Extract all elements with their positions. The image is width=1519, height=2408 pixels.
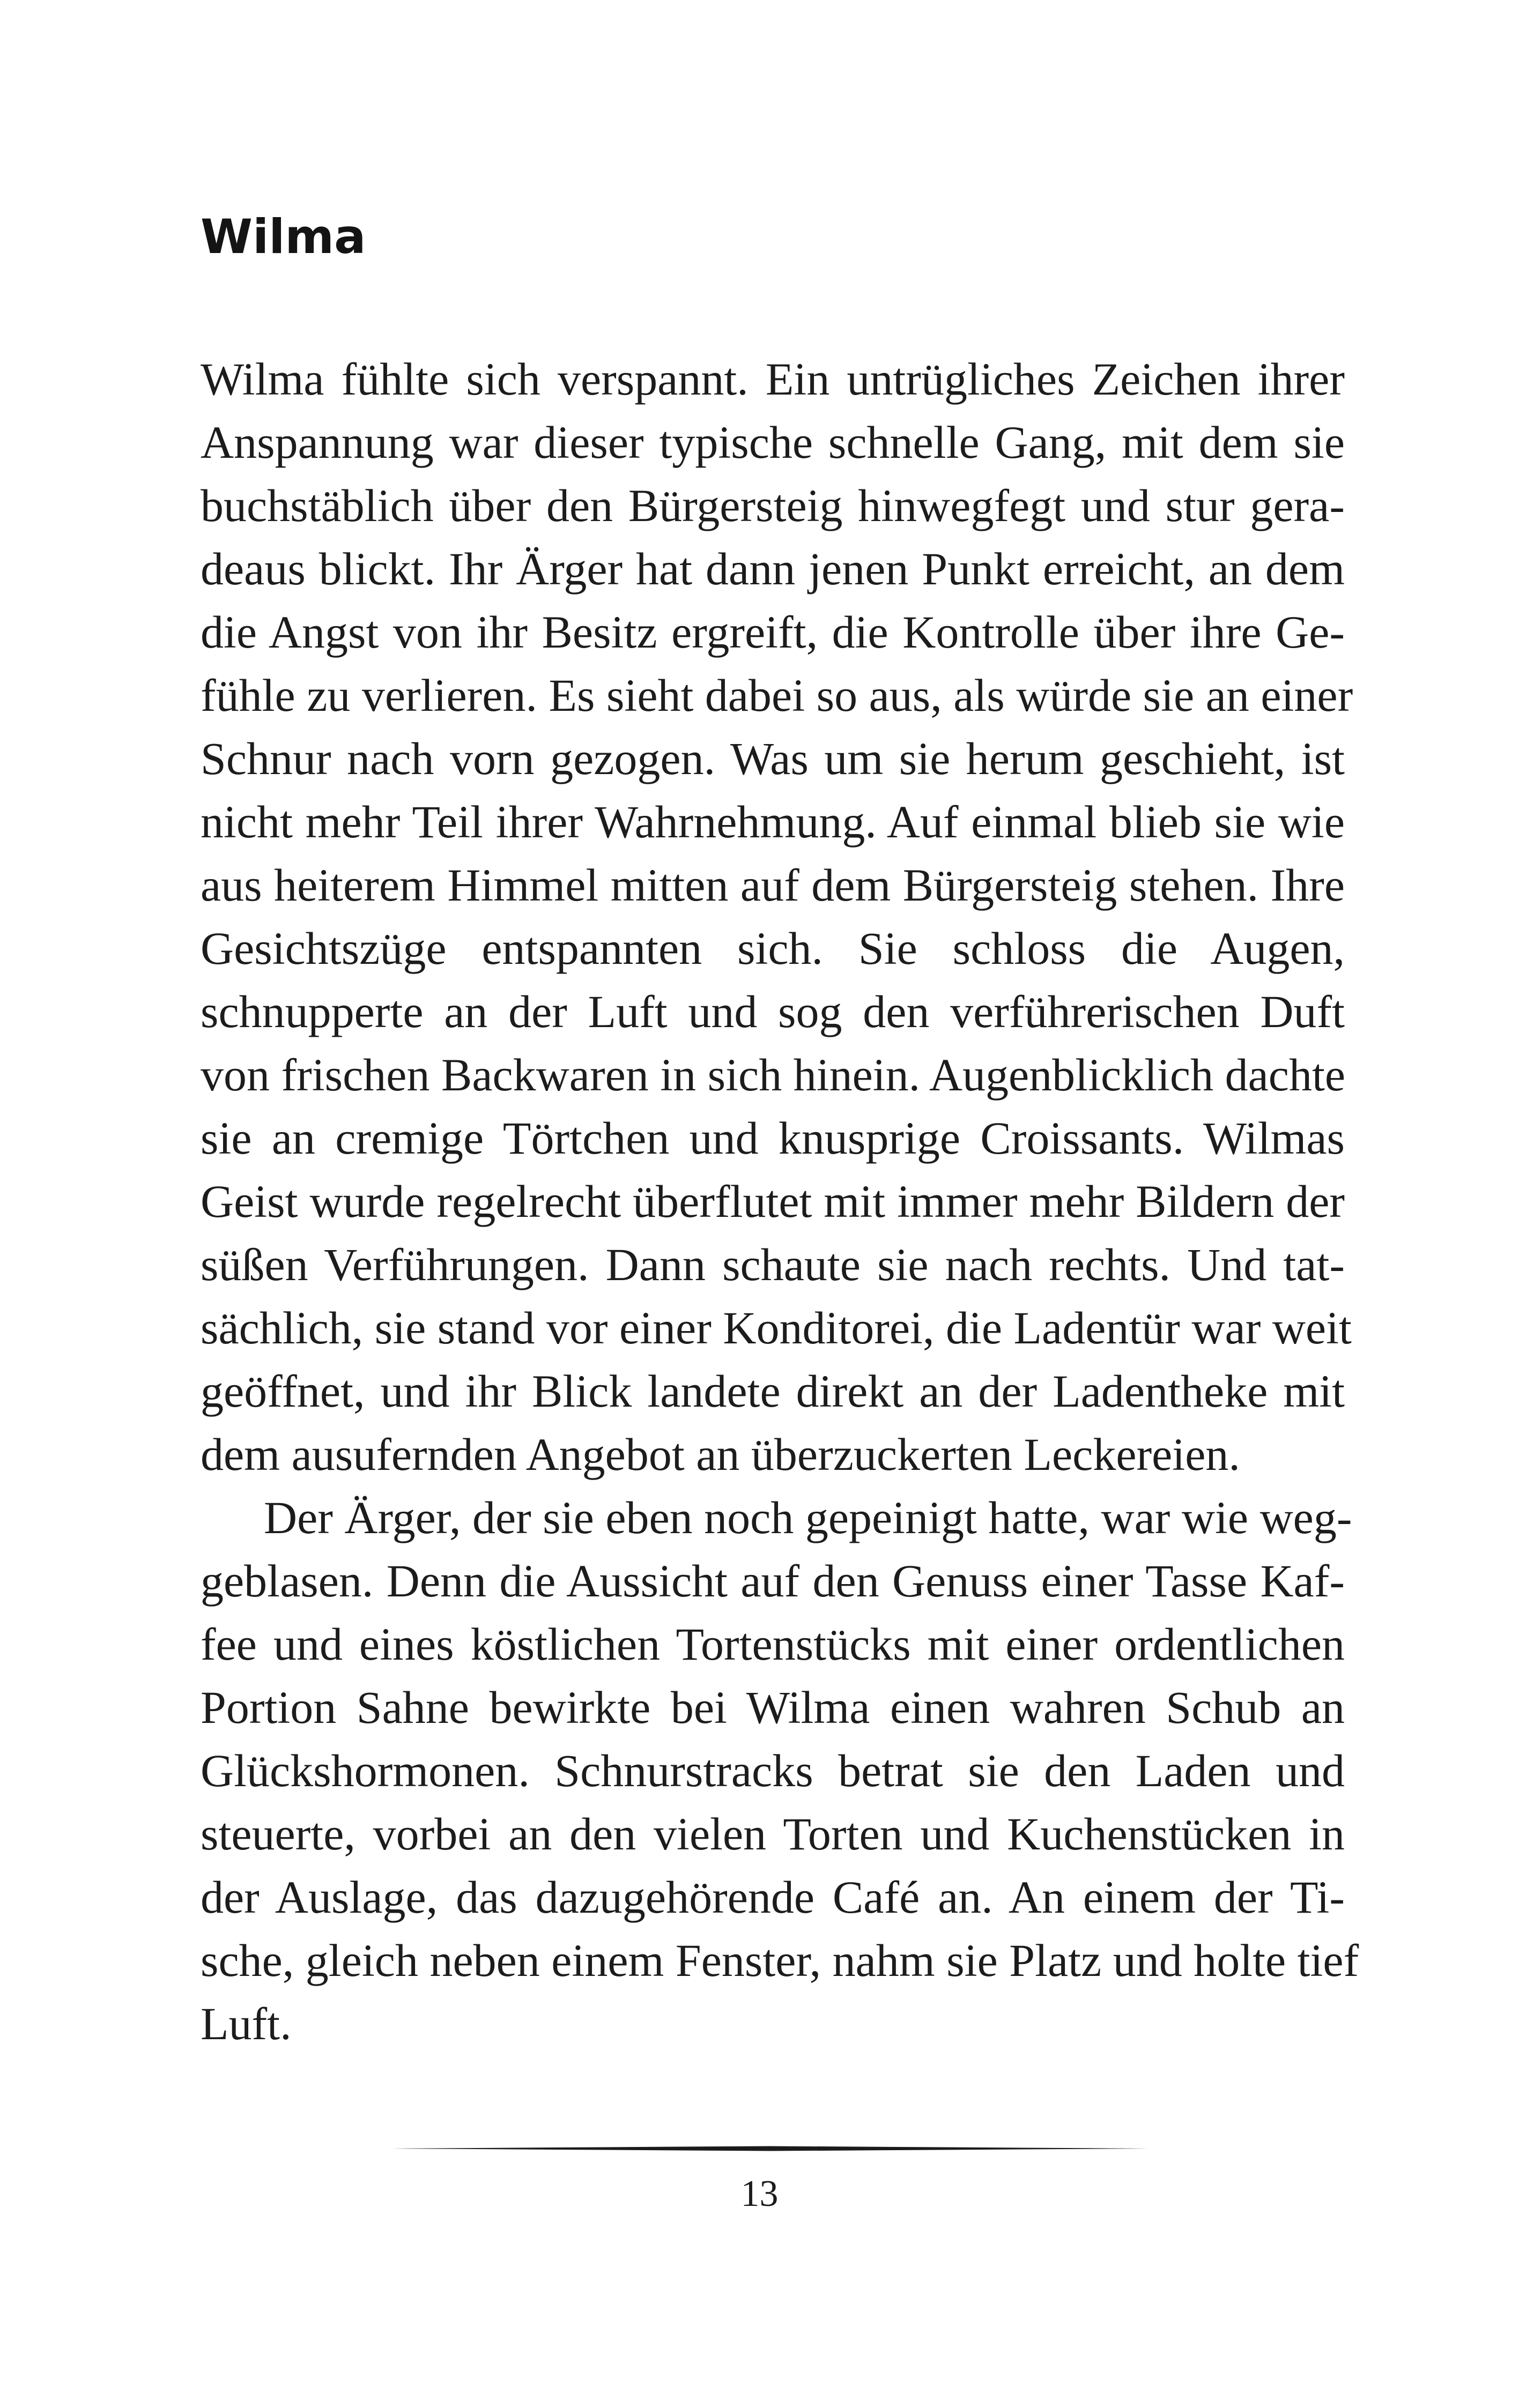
page-number: 13: [740, 2173, 779, 2214]
text-line: Anspannung war dieser typische schnelle Gang, mit dem sie: [201, 417, 1345, 468]
text-line: steuerte, vorbei an den vielen Torten und Kuchenstücken in: [201, 1808, 1345, 1860]
text-line: Geist wurde regelrecht überflutet mit immer mehr Bildern der: [201, 1176, 1345, 1227]
text-line: nicht mehr Teil ihrer Wahrnehmung. Auf einmal blieb sie wie: [201, 796, 1345, 848]
text-line: fee und eines köstlichen Tortenstücks mit einer ordentlichen: [201, 1618, 1345, 1670]
chapter-title: Wilma: [201, 209, 366, 264]
footer-divider: [391, 2146, 1148, 2151]
text-line: Schnur nach vorn gezogen. Was um sie herum geschieht, ist: [201, 733, 1345, 784]
text-line: geöffnet, und ihr Blick landete direkt an der Ladentheke mit: [201, 1365, 1345, 1417]
text-line: dem ausufernden Angebot an überzuckerten Leckereien.: [201, 1429, 1240, 1480]
text-line: sie an cremige Törtchen und knusprige Croissants. Wilmas: [201, 1112, 1345, 1164]
text-line: der Auslage, das dazugehörende Café an. An einem der Ti-: [201, 1871, 1345, 1923]
text-line: von frischen Backwaren in sich hinein. Augenblicklich dachte: [201, 1049, 1346, 1101]
text-line: die Angst von ihr Besitz ergreift, die Kontrolle über ihre Ge-: [201, 606, 1345, 658]
text-line: Wilma fühlte sich verspannt. Ein untrügliches Zeichen ihrer: [201, 353, 1345, 405]
text-line: buchstäblich über den Bürgersteig hinwegfegt und stur gera-: [201, 480, 1345, 531]
text-line: Glückshormonen. Schnurstracks betrat sie den Laden und: [201, 1745, 1345, 1796]
text-line: deaus blickt. Ihr Ärger hat dann jenen Punkt erreicht, an dem: [201, 543, 1345, 594]
text-line: schnupperte an der Luft und sog den verführerischen Duft: [201, 986, 1345, 1037]
body-text: [201, 347, 1359, 2055]
text-line: aus heiterem Himmel mitten auf dem Bürgersteig stehen. Ihre: [201, 859, 1345, 911]
text-line: sächlich, sie stand vor einer Konditorei, die Ladentür war weit: [201, 1302, 1352, 1354]
text-line: süßen Verführungen. Dann schaute sie nach rechts. Und tat-: [201, 1239, 1345, 1290]
text-line: geblasen. Denn die Aussicht auf den Genuss einer Tasse Kaf-: [201, 1555, 1345, 1607]
text-line: Portion Sahne bewirkte bei Wilma einen wahren Schub an: [201, 1682, 1345, 1733]
text-line: Gesichtszüge entspannten sich. Sie schloss die Augen,: [201, 923, 1345, 974]
text-line: Der Ärger, der sie eben noch gepeinigt hatte, war wie weg-: [264, 1492, 1352, 1543]
text-line: sche, gleich neben einem Fenster, nahm sie Platz und holte tief: [201, 1935, 1359, 1986]
text-line: Luft.: [201, 1998, 292, 2049]
text-line: fühle zu verlieren. Es sieht dabei so aus, als würde sie an einer: [201, 670, 1353, 721]
